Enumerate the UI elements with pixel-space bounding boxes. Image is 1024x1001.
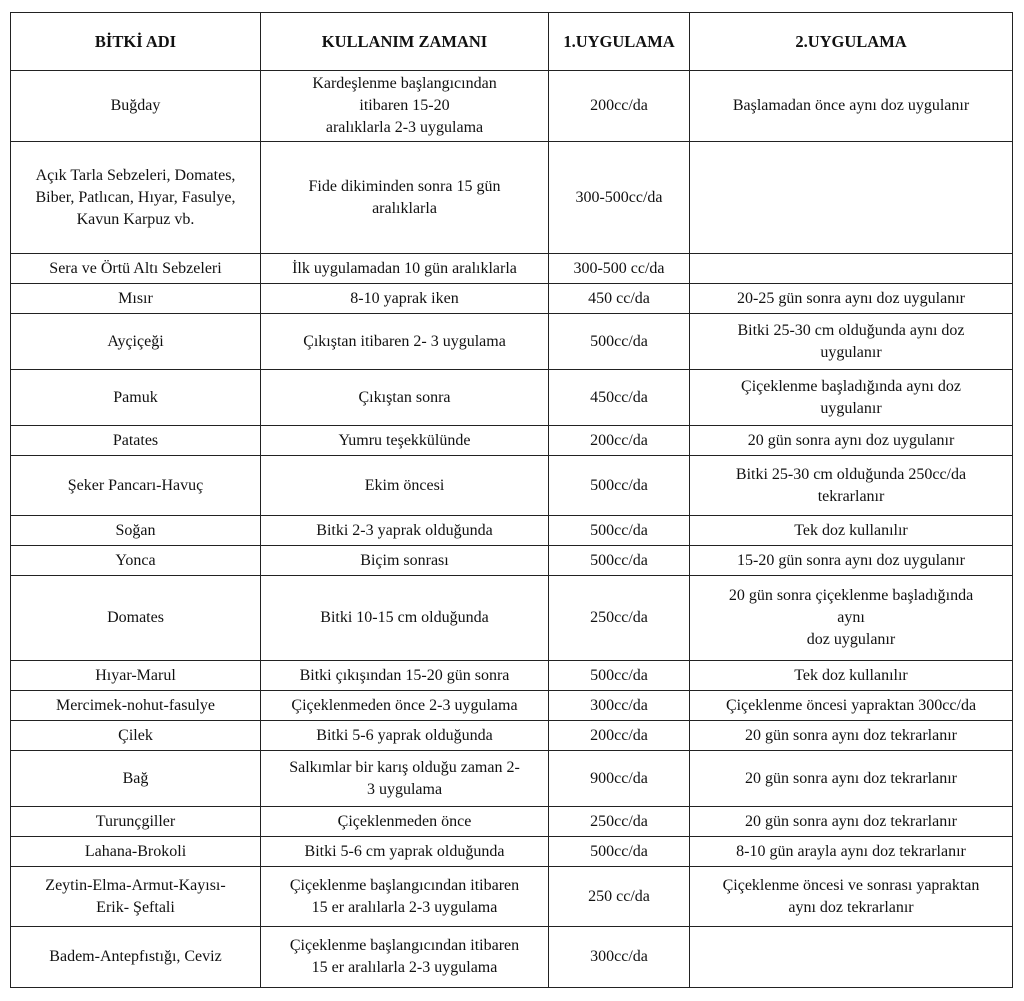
plant-name-cell: Zeytin-Elma-Armut-Kayısı- Erik- Şeftali — [11, 867, 261, 927]
second-application-cell: Çiçeklenme başladığında aynı doz uygulanır — [690, 370, 1013, 426]
usage-time-cell: Çiçeklenme başlangıcından itibaren 15 er aralılarla 2-3 uygulama — [261, 927, 549, 988]
table-row — [11, 576, 1013, 661]
plant-name-cell: Çilek — [11, 721, 261, 751]
table-row — [11, 837, 1013, 867]
header-first-application: 1.UYGULAMA — [549, 13, 690, 71]
second-application-cell: Tek doz kullanılır — [690, 661, 1013, 691]
table-row — [11, 546, 1013, 576]
plant-name-cell: Pamuk — [11, 370, 261, 426]
header-usage-time: KULLANIM ZAMANI — [261, 13, 549, 71]
first-application-cell: 500cc/da — [549, 837, 690, 867]
usage-time-cell: İlk uygulamadan 10 gün aralıklarla — [261, 254, 549, 284]
plant-name-cell: Hıyar-Marul — [11, 661, 261, 691]
second-application-cell: Çiçeklenme öncesi yapraktan 300cc/da — [690, 691, 1013, 721]
first-application-cell: 300cc/da — [549, 691, 690, 721]
first-application-cell: 500cc/da — [549, 456, 690, 516]
plant-name-cell: Yonca — [11, 546, 261, 576]
plant-name-cell: Domates — [11, 576, 261, 661]
second-application-cell: 20 gün sonra aynı doz tekrarlanır — [690, 721, 1013, 751]
table-row — [11, 370, 1013, 426]
first-application-cell: 450cc/da — [549, 370, 690, 426]
usage-time-cell: Bitki 5-6 cm yaprak olduğunda — [261, 837, 549, 867]
header-second-application: 2.UYGULAMA — [690, 13, 1013, 71]
first-application-cell: 500cc/da — [549, 546, 690, 576]
second-application-cell: 20 gün sonra aynı doz uygulanır — [690, 426, 1013, 456]
plant-name-cell: Lahana-Brokoli — [11, 837, 261, 867]
second-application-cell: Bitki 25-30 cm olduğunda aynı doz uygulanır — [690, 314, 1013, 370]
table-row — [11, 456, 1013, 516]
first-application-cell: 300cc/da — [549, 927, 690, 988]
first-application-cell: 300-500 cc/da — [549, 254, 690, 284]
second-application-cell: 20 gün sonra çiçeklenme başladığında aynı doz uygulanır — [690, 576, 1013, 661]
second-application-cell: Tek doz kullanılır — [690, 516, 1013, 546]
usage-time-cell: Salkımlar bir karış olduğu zaman 2- 3 uygulama — [261, 751, 549, 807]
plant-name-cell: Mercimek-nohut-fasulye — [11, 691, 261, 721]
second-application-cell — [690, 254, 1013, 284]
table-row — [11, 721, 1013, 751]
first-application-cell: 250 cc/da — [549, 867, 690, 927]
plant-name-cell: Mısır — [11, 284, 261, 314]
usage-time-cell: Bitki çıkışından 15-20 gün sonra — [261, 661, 549, 691]
plant-name-cell: Bağ — [11, 751, 261, 807]
usage-time-cell: Bitki 2-3 yaprak olduğunda — [261, 516, 549, 546]
table-row — [11, 314, 1013, 370]
first-application-cell: 200cc/da — [549, 721, 690, 751]
usage-time-cell: Fide dikiminden sonra 15 gün aralıklarla — [261, 142, 549, 254]
table-row — [11, 426, 1013, 456]
first-application-cell: 300-500cc/da — [549, 142, 690, 254]
plant-name-cell: Turunçgiller — [11, 807, 261, 837]
table-row — [11, 142, 1013, 254]
second-application-cell: 20-25 gün sonra aynı doz uygulanır — [690, 284, 1013, 314]
usage-time-cell: Çıkıştan sonra — [261, 370, 549, 426]
plant-name-cell: Patates — [11, 426, 261, 456]
first-application-cell: 500cc/da — [549, 516, 690, 546]
usage-time-cell: Bitki 10-15 cm olduğunda — [261, 576, 549, 661]
table-row — [11, 691, 1013, 721]
plant-name-cell: Ayçiçeği — [11, 314, 261, 370]
second-application-cell: Çiçeklenme öncesi ve sonrası yapraktan aynı doz tekrarlanır — [690, 867, 1013, 927]
table-row — [11, 661, 1013, 691]
second-application-cell: 8-10 gün arayla aynı doz tekrarlanır — [690, 837, 1013, 867]
plant-name-cell: Badem-Antepfıstığı, Ceviz — [11, 927, 261, 988]
usage-time-cell: Çiçeklenmeden önce 2-3 uygulama — [261, 691, 549, 721]
first-application-cell: 200cc/da — [549, 426, 690, 456]
usage-time-cell: Çiçeklenme başlangıcından itibaren 15 er aralılarla 2-3 uygulama — [261, 867, 549, 927]
usage-time-cell: Çiçeklenmeden önce — [261, 807, 549, 837]
first-application-cell: 200cc/da — [549, 71, 690, 142]
first-application-cell: 250cc/da — [549, 807, 690, 837]
table-row — [11, 867, 1013, 927]
plant-name-cell: Sera ve Örtü Altı Sebzeleri — [11, 254, 261, 284]
usage-time-cell: Yumru teşekkülünde — [261, 426, 549, 456]
second-application-cell: Bitki 25-30 cm olduğunda 250cc/da tekrarlanır — [690, 456, 1013, 516]
second-application-cell: 15-20 gün sonra aynı doz uygulanır — [690, 546, 1013, 576]
plant-name-cell: Soğan — [11, 516, 261, 546]
second-application-cell: 20 gün sonra aynı doz tekrarlanır — [690, 807, 1013, 837]
table-row — [11, 751, 1013, 807]
usage-time-cell: Çıkıştan itibaren 2- 3 uygulama — [261, 314, 549, 370]
table-row — [11, 927, 1013, 988]
plant-name-cell: Açık Tarla Sebzeleri, Domates, Biber, Patlıcan, Hıyar, Fasulye, Kavun Karpuz vb. — [11, 142, 261, 254]
plant-name-cell: Buğday — [11, 71, 261, 142]
application-table — [10, 12, 1013, 988]
table-row — [11, 516, 1013, 546]
usage-time-cell: 8-10 yaprak iken — [261, 284, 549, 314]
first-application-cell: 450 cc/da — [549, 284, 690, 314]
header-plant-name: BİTKİ ADI — [11, 13, 261, 71]
table-row — [11, 254, 1013, 284]
usage-time-cell: Kardeşlenme başlangıcından itibaren 15-20 aralıklarla 2-3 uygulama — [261, 71, 549, 142]
first-application-cell: 250cc/da — [549, 576, 690, 661]
second-application-cell — [690, 142, 1013, 254]
second-application-cell — [690, 927, 1013, 988]
plant-name-cell: Şeker Pancarı-Havuç — [11, 456, 261, 516]
header-row — [11, 13, 1013, 71]
table-row — [11, 807, 1013, 837]
first-application-cell: 500cc/da — [549, 314, 690, 370]
table-row — [11, 71, 1013, 142]
usage-time-cell: Bitki 5-6 yaprak olduğunda — [261, 721, 549, 751]
table-row — [11, 284, 1013, 314]
second-application-cell: 20 gün sonra aynı doz tekrarlanır — [690, 751, 1013, 807]
usage-time-cell: Ekim öncesi — [261, 456, 549, 516]
first-application-cell: 900cc/da — [549, 751, 690, 807]
usage-time-cell: Biçim sonrası — [261, 546, 549, 576]
second-application-cell: Başlamadan önce aynı doz uygulanır — [690, 71, 1013, 142]
first-application-cell: 500cc/da — [549, 661, 690, 691]
